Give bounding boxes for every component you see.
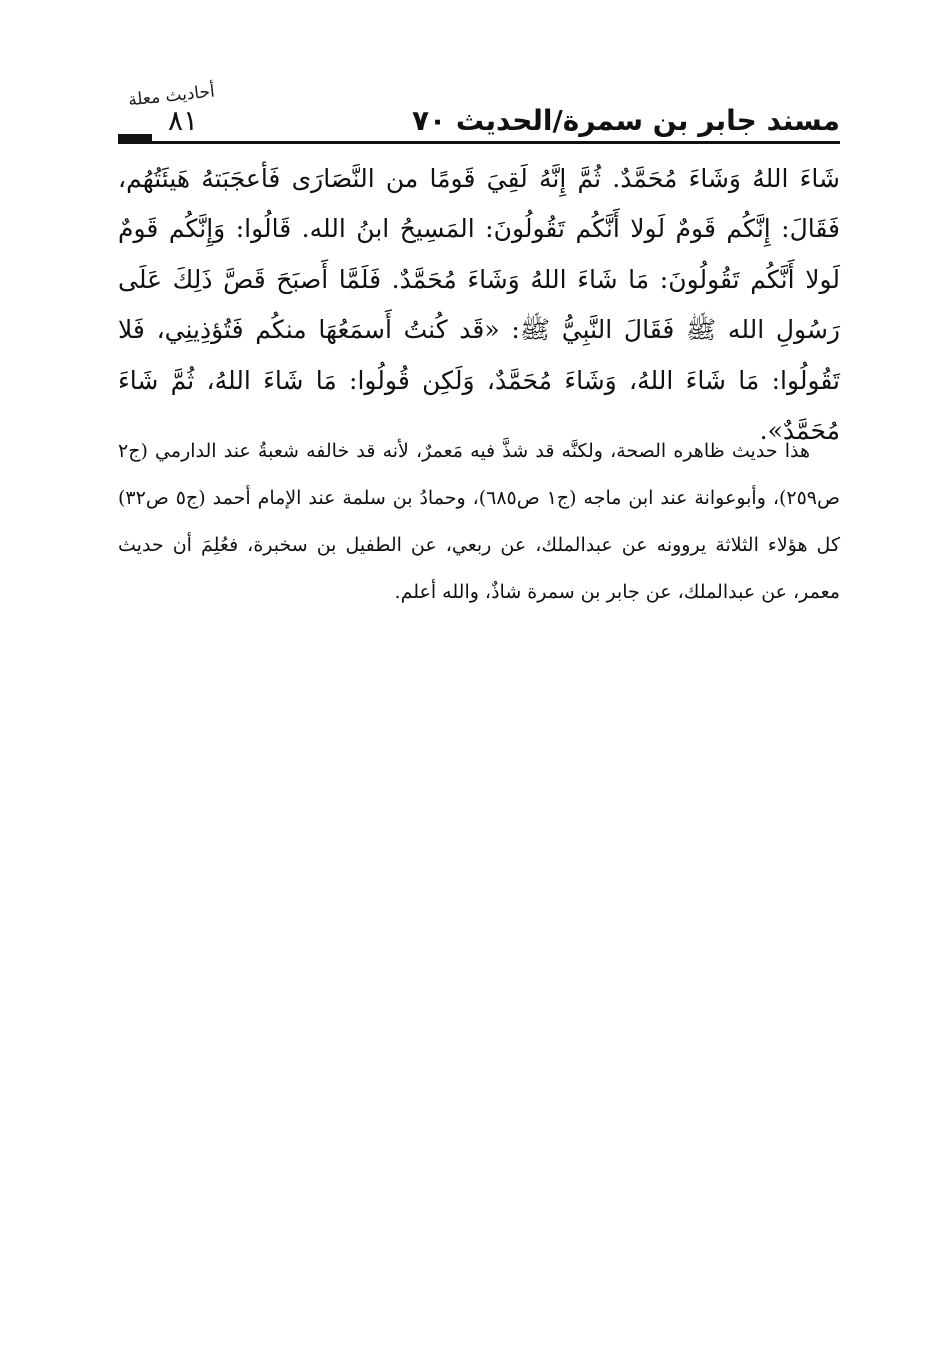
- hadith-paragraph: شَاءَ اللهُ وَشَاءَ مُحَمَّدٌ. ثُمَّ إِنَّهُ لَقِيَ قَومًا من النَّصَارَى فَأعجَبَتهُ هَيئَتُهُم، فَقَالَ: إِنَّكُم قَومٌ لَولا أَنَّكُم تَقُولُونَ: المَسِيحُ ابنُ الله. قَالُوا: وَإِنَّكُم قَومٌ لَولا أَنَّكُم تَقُولُونَ: مَا شَاءَ اللهُ وَشَاءَ مُحَمَّدٌ. فَلَمَّا أَصبَحَ قَصَّ ذَلِكَ عَلَى رَسُولِ الله ﷺ فَقَالَ النَّبِيُّ ﷺ: «قَد كُنتُ أَسمَعُهَا منكُم فَتُؤذِينِي، فَلا تَقُولُوا: مَا شَاءَ اللهُ، وَشَاءَ مُحَمَّدٌ، وَلَكِن قُولُوا: مَا شَاءَ اللهُ، ثُمَّ شَاءَ مُحَمَّدٌ».: [118, 164, 840, 446]
- page-title: مسند جابر بن سمرة/الحديث ٧٠: [411, 104, 840, 137]
- header-rule: [118, 141, 840, 144]
- hadith-text-block: [118, 154, 840, 456]
- page-number: ٨١: [168, 104, 199, 137]
- handwritten-note: أحاديث معلة: [127, 81, 216, 111]
- commentary-paragraph: هذا حديث ظاهره الصحة، ولكنَّه قد شذَّ فيه مَعمرٌ، لأنه قد خالفه شعبةُ عند الدارمي (ج٢ ص٢٥٩)، وأبوعوانة عند ابن ماجه (ج١ ص٦٨٥)، وحمادُ بن سلمة عند الإمام أحمد (ج٥ ص٣٢) كل هؤلاء الثلاثة يروونه عن عبدالملك، عن ربعي، عن الطفيل بن سخبرة، فعُلِمَ أن حديث معمر، عن عبدالملك، عن جابر بن سمرة شاذٌ، والله أعلم.: [118, 440, 840, 603]
- commentary-block: [118, 428, 840, 616]
